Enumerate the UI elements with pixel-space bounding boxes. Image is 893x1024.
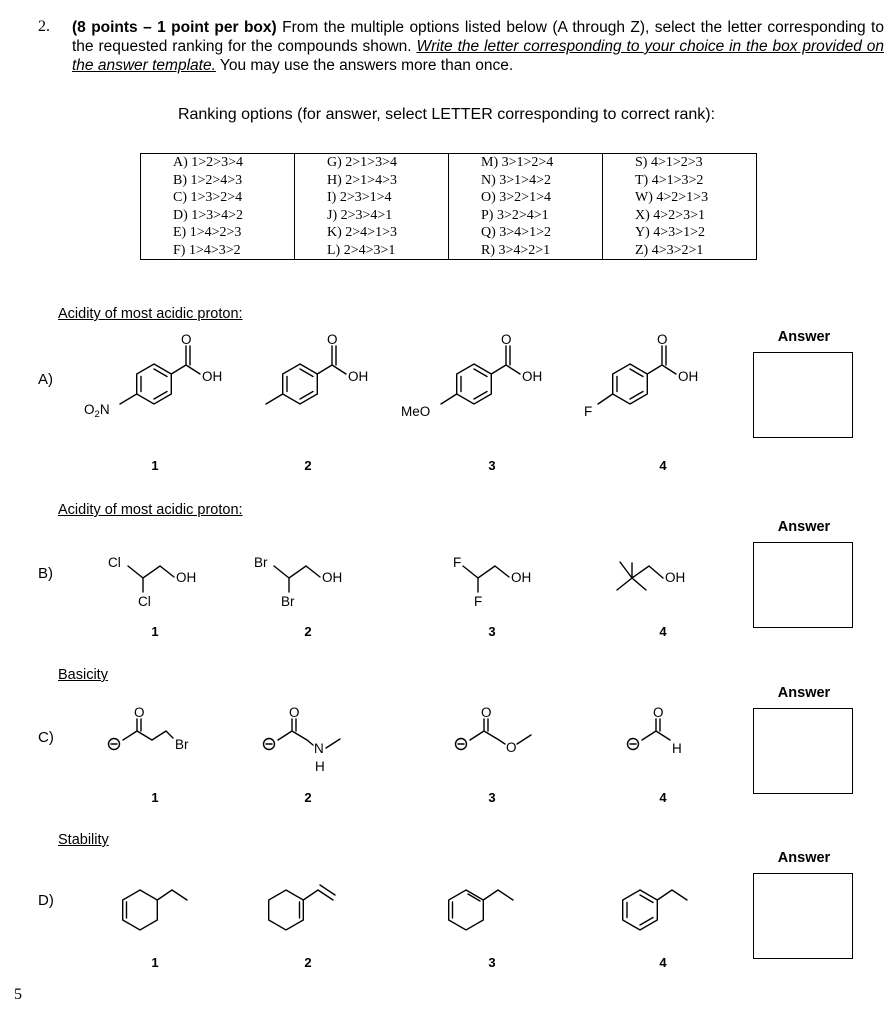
part-b-atom-oh-4: OH xyxy=(665,570,686,585)
part-c-number-4: 4 xyxy=(659,790,667,805)
question-number: 2. xyxy=(38,18,50,35)
part-a-number-1: 1 xyxy=(151,458,159,473)
ranking-option: F) 1>4>3>2 xyxy=(141,242,295,260)
part-b-atom-f-2: F xyxy=(474,594,483,609)
part-b-compound-2 xyxy=(274,566,320,592)
ranking-option: A) 1>2>3>4 xyxy=(141,154,295,172)
ranking-option: M) 3>1>2>4 xyxy=(449,154,603,172)
part-a-compound-3 xyxy=(441,346,520,404)
part-b-compound-3 xyxy=(463,566,509,592)
part-a-atom-o-2: O xyxy=(327,332,338,347)
part-c-number-3: 3 xyxy=(488,790,496,805)
part-c-compound-2 xyxy=(264,719,341,750)
question-points: (8 points – 1 point per box) xyxy=(72,19,277,36)
part-a-number-4: 4 xyxy=(659,458,667,473)
part-a-atom-o-1: O xyxy=(181,332,192,347)
part-a-atom-f: F xyxy=(584,404,593,419)
ranking-option: Z) 4>3>2>1 xyxy=(603,242,757,260)
part-a-label: A) xyxy=(38,371,53,388)
part-c-atom-h-2: H xyxy=(672,741,682,756)
part-d-number-2: 2 xyxy=(304,955,312,970)
part-d-compound-1 xyxy=(123,890,187,930)
part-d-number-1: 1 xyxy=(151,955,159,970)
ranking-option: E) 1>4>2>3 xyxy=(141,224,295,242)
part-d-label: D) xyxy=(38,892,54,909)
part-c-atom-h-1: H xyxy=(315,759,325,774)
ranking-option: R) 3>4>2>1 xyxy=(449,242,603,260)
question-instruction: Write the letter corresponding to your choice in the box provided on the answer template. xyxy=(72,38,884,74)
part-b-atom-cl-2: Cl xyxy=(138,594,151,609)
part-c-atom-n: N xyxy=(314,741,324,756)
page-number: 5 xyxy=(14,986,22,1003)
part-b-number-3: 3 xyxy=(488,624,496,639)
part-b-answer-label: Answer xyxy=(777,519,831,535)
ranking-option: Y) 4>3>1>2 xyxy=(603,224,757,242)
part-a-atom-oh-3: OH xyxy=(522,369,543,384)
ranking-option: K) 2>4>1>3 xyxy=(295,224,449,242)
part-c-atom-br: Br xyxy=(175,737,189,752)
part-c-atom-o-3: O xyxy=(481,705,492,720)
ranking-option: B) 1>2>4>3 xyxy=(141,172,295,190)
ranking-option: P) 3>2>4>1 xyxy=(449,207,603,225)
part-c-atom-o-2: O xyxy=(289,705,300,720)
part-a-atom-o-3: O xyxy=(501,332,512,347)
part-a-compound-1 xyxy=(120,346,200,404)
part-b-atom-f-1: F xyxy=(453,555,462,570)
part-b-atom-br-1: Br xyxy=(254,555,268,570)
part-c-atom-o-1: O xyxy=(134,705,145,720)
ranking-option: D) 1>3>4>2 xyxy=(141,207,295,225)
part-b-compound-1 xyxy=(128,566,174,592)
part-a-heading: Acidity of most acidic proton: xyxy=(58,306,243,322)
part-c-atom-o-ester: O xyxy=(506,740,517,755)
part-b-number-4: 4 xyxy=(659,624,667,639)
part-b-compound-4 xyxy=(617,562,663,590)
part-c-atom-o-4: O xyxy=(653,705,664,720)
part-c-answer-label: Answer xyxy=(777,685,831,701)
part-a-number-2: 2 xyxy=(304,458,312,473)
part-c-compound-1 xyxy=(109,719,174,750)
part-a-atom-o-4: O xyxy=(657,332,668,347)
ranking-option: H) 2>1>4>3 xyxy=(295,172,449,190)
part-c-label: C) xyxy=(38,729,54,746)
part-d-number-4: 4 xyxy=(659,955,667,970)
part-d-compound-3 xyxy=(449,890,513,930)
part-d-answer-label: Answer xyxy=(777,850,831,866)
part-a-number-3: 3 xyxy=(488,458,496,473)
ranking-option: I) 2>3>1>4 xyxy=(295,189,449,207)
question-text-part1: From the multiple options listed below (A through Z), select the letter corresponding to the requested ranking for the compounds shown. xyxy=(72,19,884,55)
part-c-compound-3 xyxy=(456,719,532,750)
ranking-option: N) 3>1>4>2 xyxy=(449,172,603,190)
part-c-heading: Basicity xyxy=(58,667,108,683)
part-a-atom-oh-2: OH xyxy=(348,369,369,384)
ranking-option: Q) 3>4>1>2 xyxy=(449,224,603,242)
part-d-heading: Stability xyxy=(58,832,109,848)
question-text-part2: You may use the answers more than once. xyxy=(215,57,514,74)
part-b-number-2: 2 xyxy=(304,624,312,639)
ranking-option: S) 4>1>2>3 xyxy=(603,154,757,172)
ranking-option: W) 4>2>1>3 xyxy=(603,189,757,207)
ranking-option: G) 2>1>3>4 xyxy=(295,154,449,172)
part-b-atom-oh-3: OH xyxy=(511,570,532,585)
part-a-answer-label: Answer xyxy=(777,329,831,345)
part-b-atom-oh-2: OH xyxy=(322,570,343,585)
part-a-atom-oh-4: OH xyxy=(678,369,699,384)
ranking-option: O) 3>2>1>4 xyxy=(449,189,603,207)
part-d-compound-2 xyxy=(269,885,335,930)
ranking-option: J) 2>3>4>1 xyxy=(295,207,449,225)
ranking-option: X) 4>2>3>1 xyxy=(603,207,757,225)
part-a-compound-4 xyxy=(598,346,676,404)
part-c-number-1: 1 xyxy=(151,790,159,805)
part-c-compound-4 xyxy=(628,719,671,750)
ranking-options-title: Ranking options (for answer, select LETTER corresponding to correct rank): xyxy=(177,106,716,123)
ranking-option: T) 4>1>3>2 xyxy=(603,172,757,190)
part-d-number-3: 3 xyxy=(488,955,496,970)
part-d-compound-4 xyxy=(623,890,687,930)
part-a-nitro-group: $O_2N$ xyxy=(84,402,110,420)
part-a-atom-oh-1: OH xyxy=(202,369,223,384)
ranking-option: L) 2>4>3>1 xyxy=(295,242,449,260)
part-b-heading: Acidity of most acidic proton: xyxy=(58,502,243,518)
part-a-compound-2 xyxy=(266,346,346,404)
part-a-atom-meo: MeO xyxy=(401,404,431,419)
part-b-atom-cl-1: Cl xyxy=(108,555,121,570)
part-b-atom-oh-1: OH xyxy=(176,570,197,585)
part-b-atom-br-2: Br xyxy=(281,594,295,609)
part-b-number-1: 1 xyxy=(151,624,159,639)
part-c-number-2: 2 xyxy=(304,790,312,805)
ranking-option: C) 1>3>2>4 xyxy=(141,189,295,207)
part-b-label: B) xyxy=(38,565,53,582)
